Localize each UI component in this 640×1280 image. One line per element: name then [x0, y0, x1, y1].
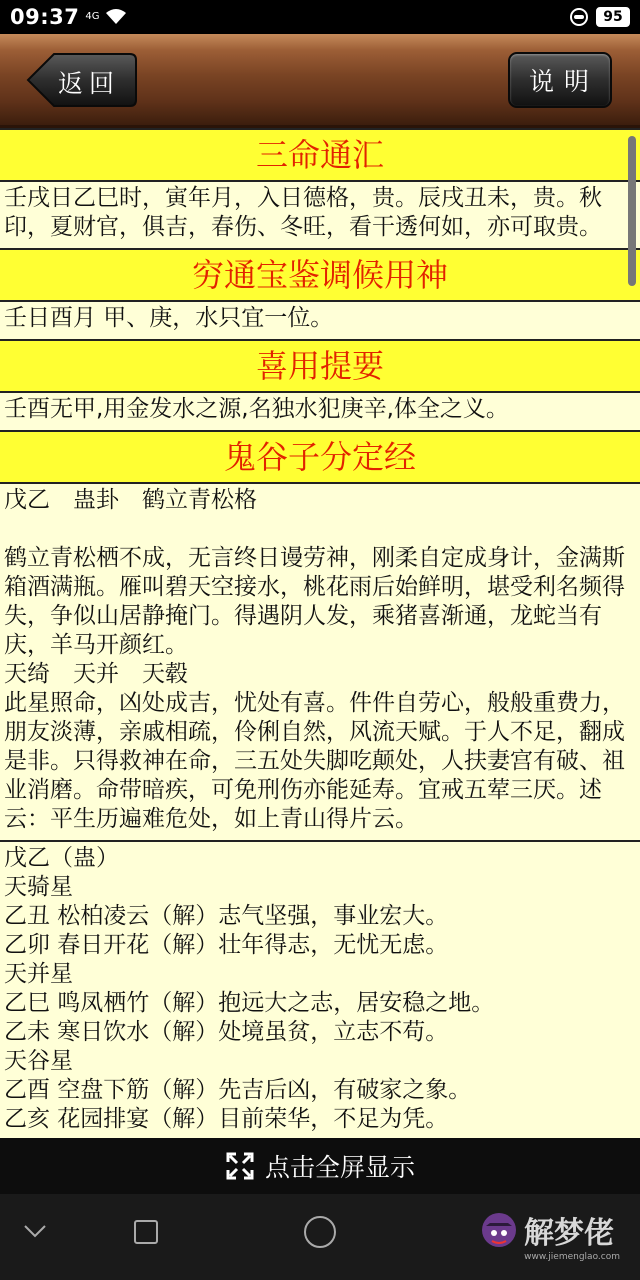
status-time: 09:37 [10, 5, 80, 29]
logo-text: 解梦佬 [524, 1216, 614, 1251]
section-title: 喜用提要 [0, 339, 640, 393]
battery-icon: 95 [596, 7, 630, 27]
nav-back-icon[interactable] [24, 1224, 46, 1238]
navigation-bar [0, 1194, 640, 1280]
wifi-icon [105, 8, 127, 26]
signal-icon: 4G [85, 11, 100, 22]
status-bar [0, 0, 640, 34]
back-label: 返回 [58, 69, 121, 98]
section-body-detail: 戊乙（蛊） 天骑星 乙丑 松柏凌云（解）志气坚强，事业宏大。 乙卯 春日开花（解）壮年得志，无忧无虑。 天并星 乙巳 鸣凤栖竹（解）抱远大之志，居安稳之地。 乙未 寒日饮水（解）处境虽贫，立志不苟。 天谷星 乙酉 空盘下筋（解）先吉后凶，有破家之象。 乙亥 花园排宴（解）目前荣华，不足为凭。 [4, 845, 495, 1132]
help-button[interactable]: 说明 [508, 52, 612, 108]
back-button[interactable] [26, 52, 138, 108]
section-body: 壬日酉月 甲、庚，水只宜一位。 [4, 305, 334, 331]
section-title: 穷通宝鉴调候用神 [0, 248, 640, 302]
recent-apps-icon[interactable] [134, 1220, 158, 1244]
section-title: 鬼谷子分定经 [0, 430, 640, 484]
section-body: 戊乙 蛊卦 鹤立青松格 鹤立青松栖不成，无言终日谩劳神，刚柔自定成身计，金满斯箱酒满瓶。雁叫碧天空接水，桃花雨后始鲜明，堪受利名频得失，争似山居静掩门。得遇阴人发，乘猪喜渐通，龙蛇当有庆，羊马开颜红。 天绮 天并 天毂 此星照命，凶处成吉，忧处有喜。件件自劳心，般般重费力，朋友淡薄，亲戚相疏，伶俐自然，风流天赋。于人不足，翻成是非。只得救神在命，三五处失脚吃颠处，人扶妻宫有破、祖业消磨。命带暗疾，可免刑伤亦能延寿。宜戒五荤三厌。述云：平生历遍难危处，如上青山得片云。 [4, 487, 625, 832]
section-body: 壬酉无甲,用金发水之源,名独水犯庚辛,体全之义。 [4, 396, 509, 422]
content-scroll[interactable] [0, 128, 640, 1138]
logo-url: www.jiemenglao.com [524, 1252, 620, 1262]
home-icon[interactable] [304, 1216, 336, 1248]
fullscreen-button[interactable] [0, 1138, 640, 1194]
fullscreen-label: 点击全屏显示 [264, 1153, 415, 1182]
expand-icon [225, 1151, 255, 1181]
logo-icon [480, 1211, 518, 1249]
top-bar [0, 34, 640, 128]
site-logo [480, 1208, 614, 1252]
data-saver-icon [570, 8, 588, 26]
scrollbar[interactable] [628, 136, 636, 286]
section-body: 壬戌日乙巳时，寅年月，入日德格，贵。辰戌丑未，贵。秋印，夏财官，俱吉，春伤、冬旺，看干透何如，亦可取贵。 [4, 185, 602, 240]
section-title: 三命通汇 [0, 128, 640, 182]
